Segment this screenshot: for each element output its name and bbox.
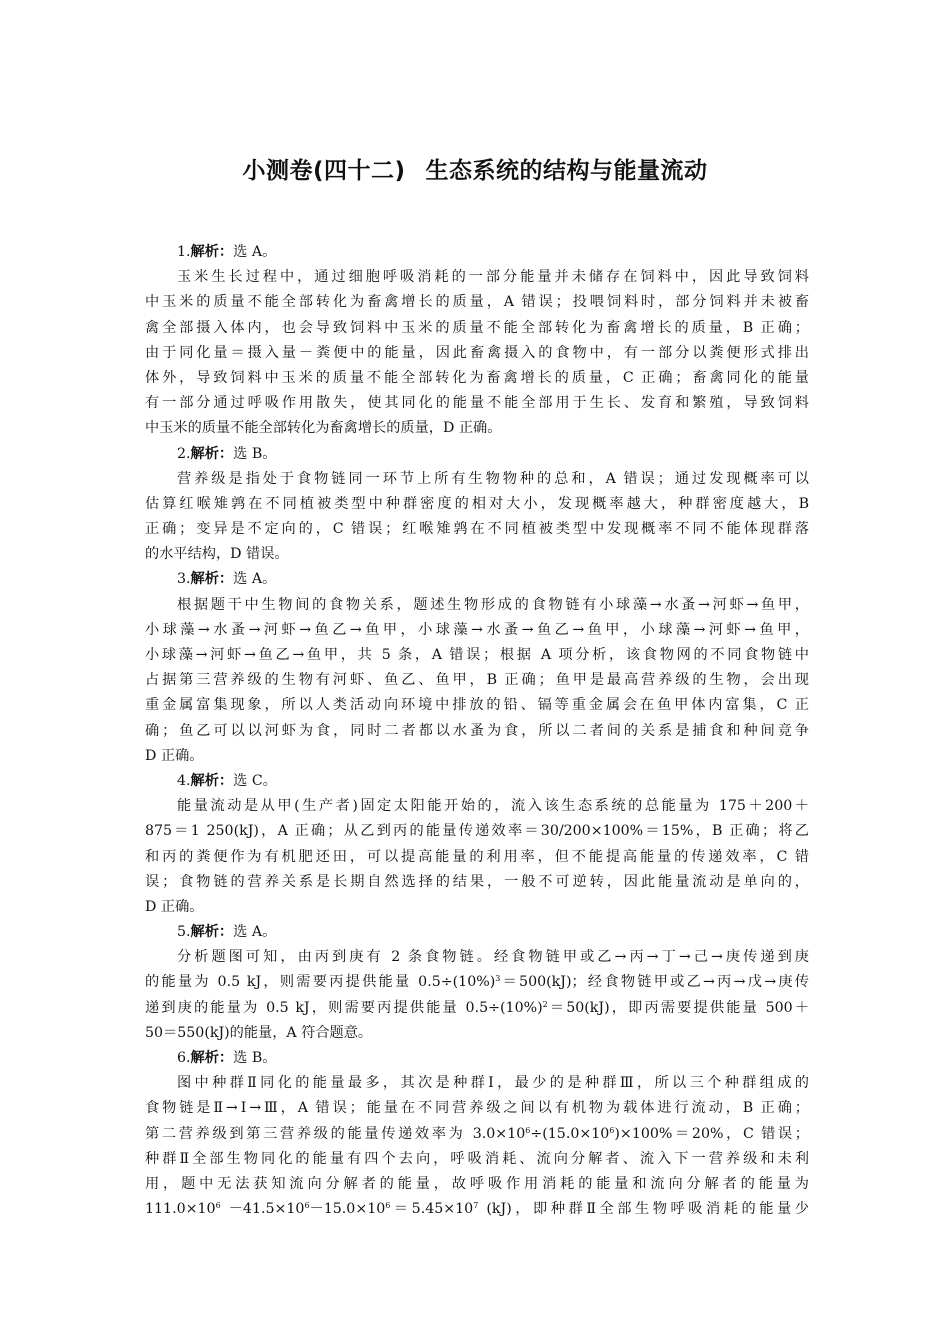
text-line: 图中种群Ⅱ同化的能量最多，其次是种群Ⅰ，最少的是种群Ⅲ，所以三个种群组成的 [177, 1075, 809, 1092]
question-number: 5. [177, 924, 191, 941]
page-title [0, 152, 950, 185]
analysis-label: 解析： [190, 772, 234, 789]
question-number: 4. [177, 772, 191, 789]
answer-block [145, 442, 809, 568]
answer-heading [145, 567, 809, 592]
text-line: 能量流动是从甲(生产者)固定太阳能开始的，流入该生态系统的总能量为 175＋200＋ [177, 798, 809, 815]
analysis-label: 解析： [190, 571, 234, 588]
text-line: 中玉米的质量不能全部转化为畜禽增长的质量，A 错误；投喂饲料时，部分饲料并未被畜 [145, 294, 809, 311]
text-line: 875＝1 250(kJ)，A 正确；从乙到丙的能量传递效率＝30/200×100%＝15%，B 正确；将乙 [145, 823, 809, 840]
text-line: 小球藻→河虾→鱼乙→鱼甲，共 5 条，A 错误；根据 A 项分析，该食物网的不同食物链中 [145, 647, 809, 663]
answer-block [145, 769, 809, 920]
text-line: 根据题干中生物间的食物关系，题述生物形成的食物链有小球藻→水蚤→河虾→鱼甲， [177, 596, 809, 613]
text-line: 玉米生长过程中，通过细胞呼吸消耗的一部分能量并未储存在饲料中，因此导致饲料 [177, 269, 809, 286]
question-number: 1. [177, 244, 191, 260]
text-line: D 正确。 [145, 898, 204, 915]
text-line: D 正确。 [145, 747, 204, 764]
text-line: 食物链是Ⅱ→Ⅰ→Ⅲ，A 错误；能量在不同营养级之间以有机物为载体进行流动，B 正确； [145, 1100, 809, 1117]
answer-heading [145, 240, 809, 265]
text-line: 第二营养级到第三营养级的能量传递效率为 $3.0\times 10^6\div(15.0\times 10^6)\times 100\%=20\%$，C 错误； [145, 1125, 809, 1142]
title-part1: 小测卷(四十二) [242, 158, 406, 184]
analysis-label: 解析： [190, 445, 234, 462]
answer-content [145, 240, 809, 1222]
text-line: 分析题图可知，由丙到庚有 2 条食物链。经食物链甲或乙→丙→丁→己→庚传递到庚 [177, 949, 809, 966]
text-line: 50＝550(kJ)的能量，A 符合题意。 [145, 1024, 373, 1041]
analysis-label: 解析： [190, 924, 234, 941]
text-line: 递到庚的能量为 0.5 kJ，则需要丙提供能量 $0.5\div(10\%)^2=50(kJ)$，即丙需要提供能量 500＋ [145, 999, 810, 1016]
answer-block [145, 920, 809, 1046]
text-line: 中玉米的质量不能全部转化为畜禽增长的质量，D 正确。 [145, 420, 502, 437]
question-number: 3. [177, 571, 191, 588]
question-number: 6. [177, 1050, 191, 1066]
answer-choice: 选 B。 [233, 1050, 277, 1066]
answer-choice: 选 A。 [233, 571, 277, 588]
text-line: 重金属富集现象，所以人类活动向环境中排放的铅、镉等重金属会在鱼甲体内富集，C 正 [145, 697, 809, 714]
text-line: 种群Ⅱ全部生物同化的能量有四个去向，呼吸消耗、流向分解者、流入下一营养级和未利 [145, 1150, 809, 1167]
text-line: 误；食物链的营养关系是长期自然选择的结果，一般不可逆转，因此能量流动是单向的， [145, 873, 809, 890]
answer-heading [145, 769, 809, 794]
text-line: 正确；变异是不定向的，C 错误；红喉雉鹑在不同植被类型中发现概率不同不能体现群落 [145, 521, 809, 538]
analysis-label: 解析： [190, 244, 234, 260]
analysis-label: 解析： [190, 1050, 234, 1066]
answer-heading [145, 1046, 809, 1071]
answer-heading [145, 442, 809, 467]
text-line: 用，题中无法获知流向分解者的能量，故呼吸作用消耗的能量和流向分解者的能量为 [145, 1175, 809, 1192]
text-line: 由于同化量＝摄入量－粪便中的能量，因此畜禽摄入的食物中，有一部分以粪便形式排出 [145, 344, 809, 361]
text-line: 确；鱼乙可以以河虾为食，同时二者都以水蚤为食，所以二者间的关系是捕食和种间竞争 [145, 722, 809, 739]
answer-choice: 选 C。 [233, 772, 277, 789]
text-line: 占据第三营养级的生物有河虾、鱼乙、鱼甲，B 正确；鱼甲是最高营养级的生物，会出现 [145, 672, 809, 689]
answer-block [145, 567, 809, 769]
text-line: 体外，导致饲料中玉米的质量不能全部转化为畜禽增长的质量，C 正确；畜禽同化的能量 [145, 369, 809, 386]
text-line: 估算红喉雉鹑在不同植被类型中种群密度的相对大小，发现概率越大，种群密度越大，B [145, 495, 809, 512]
answer-choice: 选 B。 [233, 445, 277, 462]
answer-heading [145, 920, 809, 945]
text-line: 的能量为 0.5 kJ，则需要丙提供能量 $0.5\div(10\%)^3=500(kJ)$；经食物链甲或乙→丙→戊→庚传 [145, 974, 809, 991]
title-part2: 生态系统的结构与能量流动 [425, 158, 708, 184]
answer-choice: 选 A。 [233, 244, 277, 260]
answer-block [145, 1046, 809, 1222]
text-line: 和丙的粪便作为有机肥还田，可以提高能量的利用率，但不能提高能量的传递效率，C 错 [145, 848, 809, 865]
text-line: 营养级是指处于食物链同一环节上所有生物物种的总和，A 错误；通过发现概率可以 [177, 470, 809, 487]
text-line: $111.0\times 10^6 -41.5\times 10^6-15.0\times 10^6=5.45\times 10^7$ (kJ)，即种群Ⅱ全部生物呼吸消耗的能量少 [145, 1201, 809, 1218]
text-line: 的水平结构，D 错误。 [145, 546, 289, 563]
text-line: 禽全部摄入体内，也会导致饲料中玉米的质量不能全部转化为畜禽增长的质量，B 正确； [145, 319, 809, 336]
text-line: 小球藻→水蚤→河虾→鱼乙→鱼甲，小球藻→水蚤→鱼乙→鱼甲，小球藻→河虾→鱼甲， [145, 621, 809, 638]
answer-block [145, 240, 809, 442]
text-line: 有一部分通过呼吸作用散失，使其同化的能量不能全部用于生长、发育和繁殖，导致饲料 [145, 395, 809, 412]
question-number: 2. [177, 445, 191, 462]
answer-choice: 选 A。 [233, 924, 277, 941]
